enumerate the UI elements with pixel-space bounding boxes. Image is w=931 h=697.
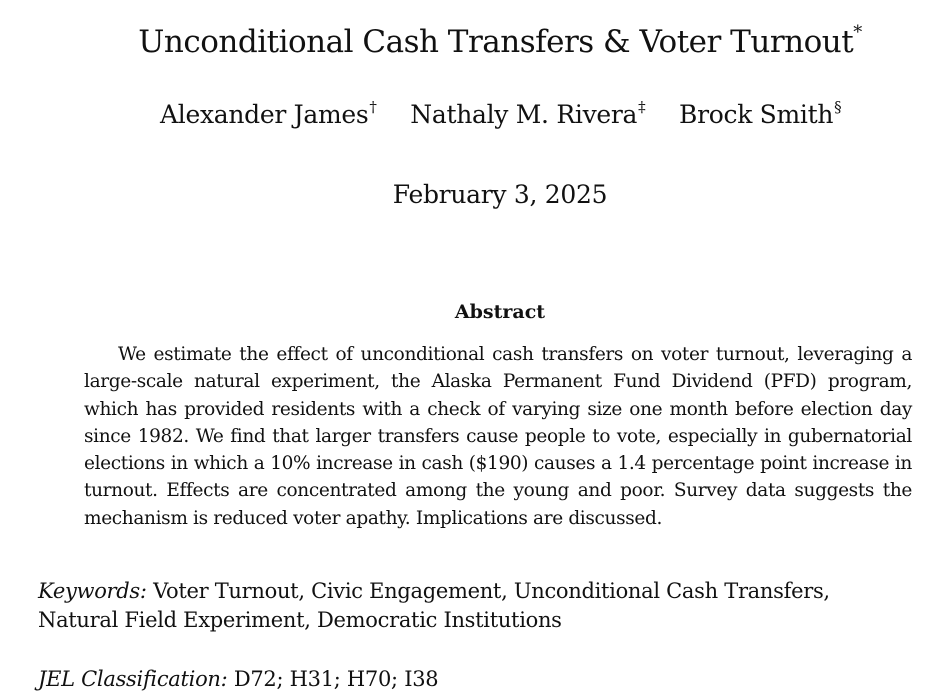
author-name: Alexander James xyxy=(160,100,369,129)
author-name: Nathaly M. Rivera xyxy=(410,100,638,129)
jel-label: JEL Classification: xyxy=(38,667,228,691)
paper-date: February 3, 2025 xyxy=(392,180,608,209)
author-2 xyxy=(410,98,645,132)
jel-codes: D72; H31; H70; I38 xyxy=(233,667,439,691)
author-list xyxy=(160,98,867,132)
abstract-heading: Abstract xyxy=(454,301,546,323)
jel-section xyxy=(38,665,898,694)
keywords-text: Voter Turnout, Civic Engagement, Unconditional Cash Transfers, Natural Field Experiment, Democratic Institutions xyxy=(38,579,830,632)
author-footnote-mark: § xyxy=(834,98,842,116)
keywords-section xyxy=(38,577,858,635)
title-footnote-mark: * xyxy=(853,22,862,43)
keywords-label: Keywords: xyxy=(38,579,147,603)
author-3 xyxy=(679,98,841,132)
author-name: Brock Smith xyxy=(679,100,834,129)
author-footnote-mark: † xyxy=(369,98,377,116)
paper-title-text: Unconditional Cash Transfers & Voter Turnout xyxy=(138,24,854,60)
author-footnote-mark: ‡ xyxy=(638,98,646,116)
paper-title xyxy=(0,22,931,62)
author-1 xyxy=(160,98,377,132)
abstract-text: We estimate the effect of unconditional cash transfers on voter turnout, leveraging a large-scale natural experiment, the Alaska Permanent Fund Dividend (PFD) program, which has provided residents with a check of varying size one month before election day since 1982. We find that larger transfers cause people to vote, especially in gubernatorial elections in which a 10% increase in cash ($190) causes a 1.4 percentage point increase in turnout. Effects are concentrated among the young and poor. Survey data suggests the mechanism is reduced voter apathy. Implications are discussed. xyxy=(84,344,912,529)
